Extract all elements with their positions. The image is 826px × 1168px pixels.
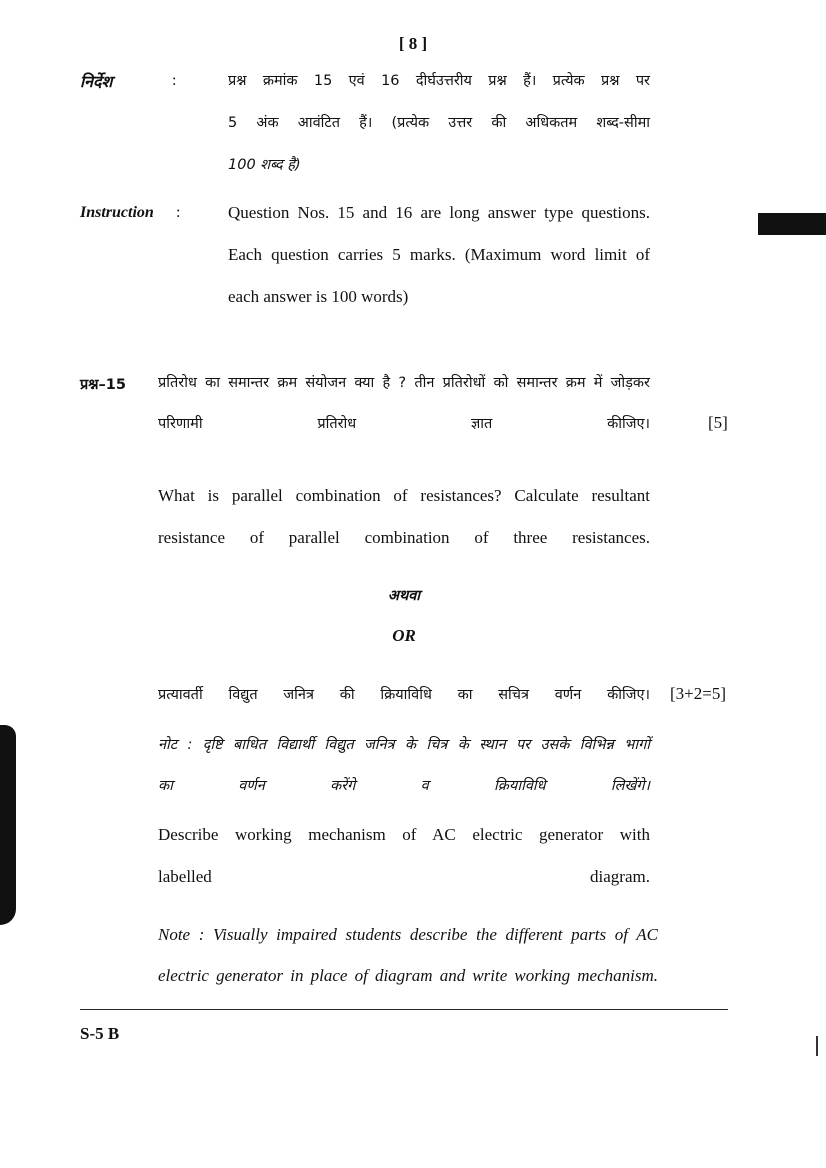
scan-tab-mark [758,213,826,235]
note-hindi-line-1: नोट : दृष्टि बाधित विद्यार्थी विद्युत जनित्र के चित्र के स्थान पर उसके विभिन्न भागों [158,737,650,753]
page-number: [ 8 ] [398,34,428,53]
scan-margin-mark [816,1036,818,1056]
instruction-hindi-line-1: प्रश्न क्रमांक 15 एवं 16 दीर्घउत्तरीय प्रश्न हैं। प्रत्येक प्रश्न पर [228,73,650,89]
or-english: OR [392,626,416,645]
alternative-marks: [3+2=5] [670,684,726,703]
question-english-line-1: What is parallel combination of resistances? Calculate resultant [158,486,650,505]
footer-rule [80,1009,728,1010]
instruction-colon-hindi: : [172,72,177,89]
instruction-hindi-line-3: 100 शब्द है) [228,157,301,173]
instruction-label-hindi: निर्देश [80,72,113,91]
or-hindi: अथवा [387,588,421,604]
paper-code: S-5 B [80,1024,120,1043]
instruction-label-english: Instruction [80,204,154,221]
alternative-english-line-1: Describe working mechanism of AC electric generator with [158,825,650,844]
note-english-line-2: electric generator in place of diagram and write working mechanism. [158,966,658,985]
note-hindi-line-2: का वर्णन करेंगे व क्रियाविधि लिखेंगे। [158,778,650,794]
instruction-english-line-2: Each question carries 5 marks. (Maximum word limit of [228,245,650,264]
question-hindi-line-1: प्रतिरोध का समान्तर क्रम संयोजन क्या है ? तीन प्रतिरोधों को समान्तर क्रम में जोड़कर [158,375,650,391]
question-number: प्रश्न–15 [80,377,126,393]
instruction-hindi-line-2: 5 अंक आवंटित हैं। (प्रत्येक उत्तर की अधिकतम शब्द-सीमा [228,115,650,131]
instruction-english-line-1: Question Nos. 15 and 16 are long answer type questions. [228,203,650,222]
alternative-hindi-line: प्रत्यावर्ती विद्युत जनित्र की क्रियाविधि का सचित्र वर्णन कीजिए। [158,687,650,703]
instruction-colon-english: : [176,204,181,221]
question-hindi-line-2: परिणामी प्रतिरोध ज्ञात कीजिए। [158,416,650,432]
scan-edge-shadow [0,725,16,925]
alternative-english-line-2: labelled diagram. [158,867,650,886]
question-marks: [5] [708,413,728,432]
question-english-line-2: resistance of parallel combination of three resistances. [158,528,650,547]
note-english-line-1: Note : Visually impaired students describe the different parts of AC [158,925,658,944]
instruction-english-line-3: each answer is 100 words) [228,287,409,306]
